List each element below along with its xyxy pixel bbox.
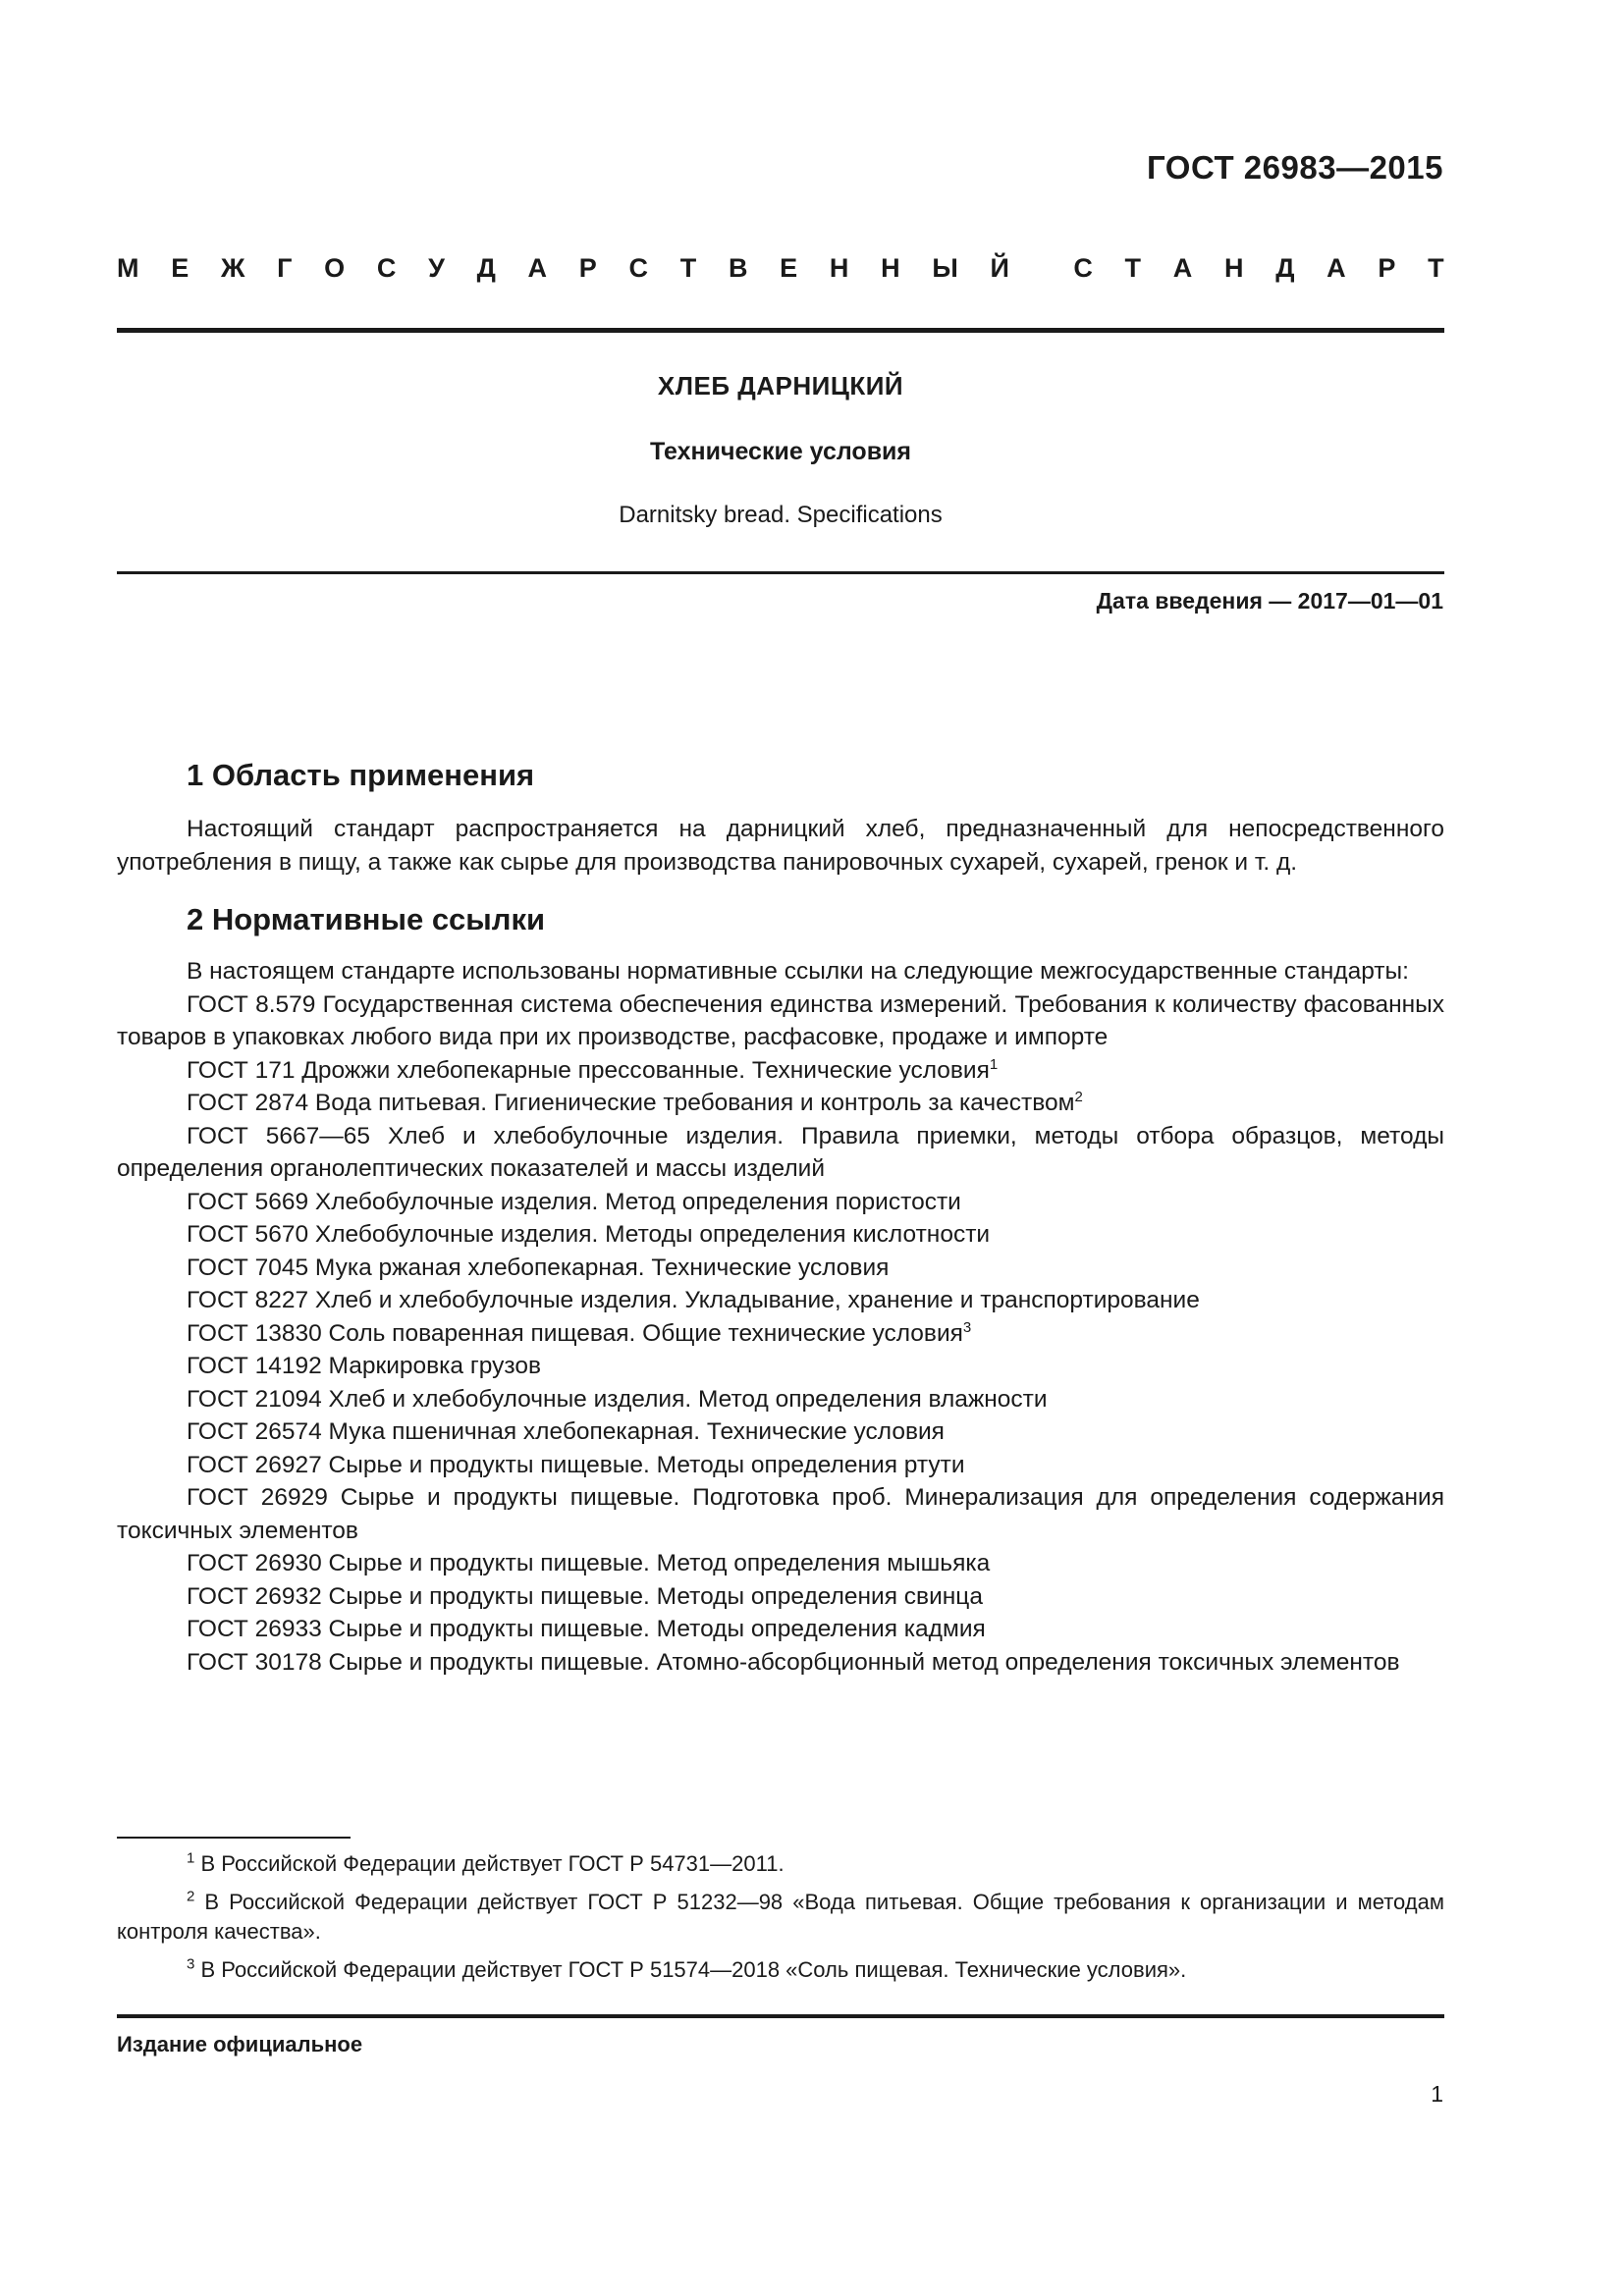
standard-type-letter: Н bbox=[829, 253, 849, 283]
footnote-mark: 1 bbox=[989, 1055, 999, 1073]
footnote-text: В Российской Федерации действует ГОСТ Р 54731—2011. bbox=[194, 1851, 785, 1876]
standard-type-letter: Т bbox=[1428, 253, 1444, 283]
standard-type-letter: Е bbox=[171, 253, 189, 283]
reference-text: ГОСТ 5667—65 Хлеб и хлебобулочные изделия. Правила приемки, методы отбора образцов, методы определения органолептических показателей и массы изделий bbox=[117, 1122, 1444, 1182]
standard-type-letter: М bbox=[117, 253, 139, 283]
standard-type-letter: Й bbox=[990, 253, 1009, 283]
standard-type-heading bbox=[117, 253, 1444, 284]
standard-type-letter: Т bbox=[679, 253, 697, 283]
footnote-number: 1 bbox=[187, 1849, 195, 1867]
reference-item bbox=[117, 1252, 1444, 1285]
standard-type-letter: А bbox=[1172, 253, 1193, 283]
standard-type-letter: А bbox=[527, 253, 548, 283]
reference-item bbox=[117, 1317, 1444, 1351]
standard-type-letter: В bbox=[728, 253, 748, 283]
reference-item bbox=[117, 1481, 1444, 1547]
standard-type-letter: Е bbox=[780, 253, 798, 283]
reference-item bbox=[117, 988, 1444, 1054]
footnote-number: 2 bbox=[187, 1888, 195, 1905]
section-2-intro: В настоящем стандарте использованы нормативные ссылки на следующие межгосударственные стандарты: bbox=[187, 958, 1409, 985]
reference-text: ГОСТ 2874 Вода питьевая. Гигиенические требования и контроль за качеством bbox=[187, 1090, 1075, 1116]
main-content bbox=[117, 746, 1444, 1679]
page-number: 1 bbox=[1431, 2081, 1443, 2107]
standard-type-letter: Д bbox=[476, 253, 496, 283]
footnote-text: В Российской Федерации действует ГОСТ Р 51574—2018 «Соль пищевая. Технические условия». bbox=[194, 1957, 1187, 1982]
top-divider bbox=[117, 328, 1444, 333]
introduction-date: Дата введения — 2017—01—01 bbox=[1096, 588, 1443, 614]
reference-item bbox=[117, 1284, 1444, 1317]
reference-text: ГОСТ 171 Дрожжи хлебопекарные прессованные. Технические условия bbox=[187, 1056, 990, 1084]
document-english-title: Darnitsky bread. Specifications bbox=[619, 502, 943, 528]
section-1-text: Настоящий стандарт распространяется на дарницкий хлеб, предназначенный для непосредственного употребления в пищу, а также как сырье для производства панировочных сухарей, сухарей, гренок и т. д. bbox=[117, 816, 1444, 876]
reference-item bbox=[117, 1580, 1444, 1614]
reference-text: ГОСТ 26929 Сырье и продукты пищевые. Подготовка проб. Минерализация для определения содержания токсичных элементов bbox=[117, 1484, 1444, 1544]
standard-type-letter: Т bbox=[1124, 253, 1142, 283]
footnote-number: 3 bbox=[187, 1955, 195, 1973]
footnote bbox=[117, 1849, 1444, 1879]
reference-item bbox=[117, 1186, 1444, 1219]
section-1-heading: 1 Область применения bbox=[187, 758, 535, 792]
standard-type-letter: С bbox=[628, 253, 648, 283]
reference-item bbox=[117, 1383, 1444, 1416]
reference-text: ГОСТ 26574 Мука пшеничная хлебопекарная. Технические условия bbox=[187, 1418, 945, 1445]
reference-text: ГОСТ 5669 Хлебобулочные изделия. Метод определения пористости bbox=[187, 1188, 961, 1215]
reference-text: ГОСТ 26930 Сырье и продукты пищевые. Метод определения мышьяка bbox=[187, 1550, 991, 1576]
document-subtitle: Технические условия bbox=[649, 438, 912, 465]
standard-type-letter: О bbox=[324, 253, 346, 283]
standard-type-letter: Д bbox=[1275, 253, 1295, 283]
document-title: ХЛЕБ ДАРНИЦКИЙ bbox=[657, 371, 904, 400]
standard-type-letter: Н bbox=[881, 253, 900, 283]
standard-type-letter: У bbox=[428, 253, 445, 283]
reference-text: ГОСТ 26932 Сырье и продукты пищевые. Методы определения свинца bbox=[187, 1582, 983, 1610]
title-divider bbox=[117, 571, 1444, 574]
footnote-mark: 2 bbox=[1074, 1088, 1083, 1105]
reference-text: ГОСТ 8227 Хлеб и хлебобулочные изделия. Укладывание, хранение и транспортирование bbox=[187, 1287, 1200, 1313]
reference-text: ГОСТ 21094 Хлеб и хлебобулочные изделия. Метод определения влажности bbox=[187, 1385, 1048, 1413]
standard-type-letter: Ы bbox=[932, 253, 958, 283]
reference-text: ГОСТ 30178 Сырье и продукты пищевые. Атомно-абсорбционный метод определения токсичных элементов bbox=[187, 1648, 1400, 1676]
reference-item bbox=[117, 1087, 1444, 1120]
standard-type-letter: Г bbox=[277, 253, 293, 283]
section-2-heading: 2 Нормативные ссылки bbox=[187, 902, 546, 936]
standard-type-letter: С bbox=[1073, 253, 1093, 283]
document-number: ГОСТ 26983—2015 bbox=[1147, 149, 1443, 186]
standard-type-letter: Ж bbox=[220, 253, 245, 283]
reference-item bbox=[117, 1646, 1444, 1680]
footnotes bbox=[117, 1849, 1444, 1994]
footnote bbox=[117, 1955, 1444, 1985]
edition-label: Издание официальное bbox=[117, 2032, 363, 2056]
reference-text: ГОСТ 26927 Сырье и продукты пищевые. Методы определения ртути bbox=[187, 1451, 965, 1478]
reference-item bbox=[117, 1218, 1444, 1252]
footnote-mark: 3 bbox=[962, 1318, 972, 1336]
footnote-divider bbox=[117, 1837, 351, 1839]
reference-text: ГОСТ 8.579 Государственная система обеспечения единства измерений. Требования к количеству фасованных товаров в упаковках любого вида при их производстве, расфасовке, продаже и импорте bbox=[117, 990, 1444, 1050]
standard-type-letter: Н bbox=[1223, 253, 1244, 283]
reference-item bbox=[117, 1054, 1444, 1088]
bottom-divider bbox=[117, 2014, 1444, 2018]
footnote-text: В Российской Федерации действует ГОСТ Р 51232—98 «Вода питьевая. Общие требования к организации и методам контроля качества». bbox=[117, 1890, 1444, 1944]
reference-text: ГОСТ 14192 Маркировка грузов bbox=[187, 1353, 541, 1379]
reference-text: ГОСТ 26933 Сырье и продукты пищевые. Методы определения кадмия bbox=[187, 1616, 986, 1642]
reference-text: ГОСТ 7045 Мука ржаная хлебопекарная. Технические условия bbox=[187, 1254, 890, 1281]
standard-type-letter: Р bbox=[1378, 253, 1396, 283]
reference-text: ГОСТ 13830 Соль поваренная пищевая. Общие технические условия bbox=[187, 1319, 963, 1347]
reference-item bbox=[117, 1415, 1444, 1449]
reference-item bbox=[117, 1613, 1444, 1646]
reference-item bbox=[117, 1350, 1444, 1383]
reference-item bbox=[117, 1547, 1444, 1580]
reference-item bbox=[117, 1120, 1444, 1186]
standard-type-letter: Р bbox=[578, 253, 597, 283]
standard-type-letter: С bbox=[376, 253, 397, 283]
reference-text: ГОСТ 5670 Хлебобулочные изделия. Методы определения кислотности bbox=[187, 1221, 991, 1248]
reference-item bbox=[117, 1449, 1444, 1482]
reference-list bbox=[117, 988, 1444, 1680]
standard-type-letter: А bbox=[1326, 253, 1346, 283]
footnote bbox=[117, 1888, 1444, 1947]
